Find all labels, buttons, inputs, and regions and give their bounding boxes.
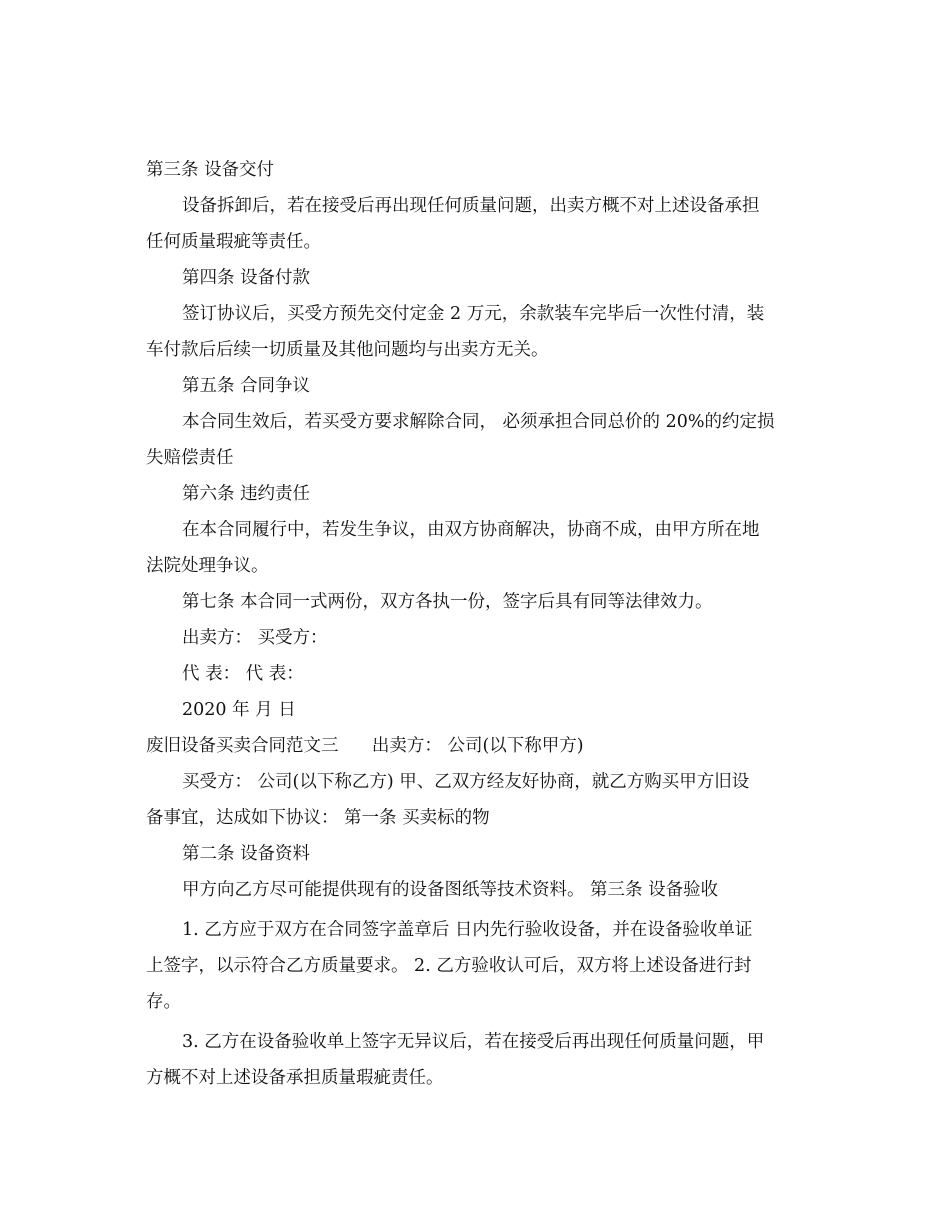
- paragraph-line: 存。: [146, 992, 181, 1012]
- signature-parties: 出卖方： 买受方：: [182, 628, 328, 648]
- paragraph-line: 任何质量瑕疵等责任。: [146, 232, 321, 252]
- signature-date: 2020 年 月 日: [182, 700, 296, 720]
- paragraph-line: 法院处理争议。: [146, 556, 269, 576]
- paragraph-line: 1. 乙方应于双方在合同签字盖章后 日内先行验收设备，并在设备验收单证: [182, 920, 753, 940]
- paragraph-line: 本合同生效后，若买受方要求解除合同， 必须承担合同总价的 20%的约定损: [182, 412, 775, 432]
- paragraph-line: 在本合同履行中，若发生争议，由双方协商解决，协商不成，由甲方所在地: [182, 520, 760, 540]
- document-body: [146, 152, 811, 1096]
- paragraph-line: 上签字，以示符合乙方质量要求。 2. 乙方验收认可后，双方将上述设备进行封: [146, 956, 752, 976]
- paragraph-line: 甲方向乙方尽可能提供现有的设备图纸等技术资料。 第三条 设备验收: [182, 880, 719, 900]
- section-heading-2: 第二条 设备资料: [182, 844, 311, 864]
- section-heading-5: 第五条 合同争议: [182, 376, 311, 396]
- paragraph-line: 方概不对上述设备承担质量瑕疵责任。: [146, 1068, 444, 1088]
- section-heading-4: 第四条 设备付款: [182, 268, 311, 288]
- paragraph-line: 失赔偿责任: [146, 448, 234, 468]
- paragraph-line: 签订协议后，买受方预先交付定金 2 万元，余款装车完毕后一次性付清，装: [182, 304, 765, 324]
- section-heading-3: 第三条 设备交付: [146, 160, 275, 180]
- paragraph-line: 备事宜，达成如下协议： 第一条 买卖标的物: [146, 808, 490, 828]
- section-heading-6: 第六条 违约责任: [182, 484, 311, 504]
- section-heading-7: 第七条 本合同一式两份，双方各执一份，签字后具有同等法律效力。: [182, 592, 713, 612]
- signature-representatives: 代 表： 代 表：: [182, 664, 304, 684]
- paragraph-line: 车付款后后续一切质量及其他问题均与出卖方无关。: [146, 340, 549, 360]
- paragraph-line: 买受方： 公司(以下称乙方) 甲、乙双方经友好协商，就乙方购买甲方旧设: [182, 772, 750, 792]
- paragraph-line: 设备拆卸后，若在接受后再出现任何质量问题，出卖方概不对上述设备承担: [182, 196, 760, 216]
- contract-title-3: 废旧设备买卖合同范文三 出卖方： 公司(以下称甲方): [146, 736, 584, 756]
- paragraph-line: 3. 乙方在设备验收单上签字无异议后，若在接受后再出现任何质量问题，甲: [182, 1032, 765, 1052]
